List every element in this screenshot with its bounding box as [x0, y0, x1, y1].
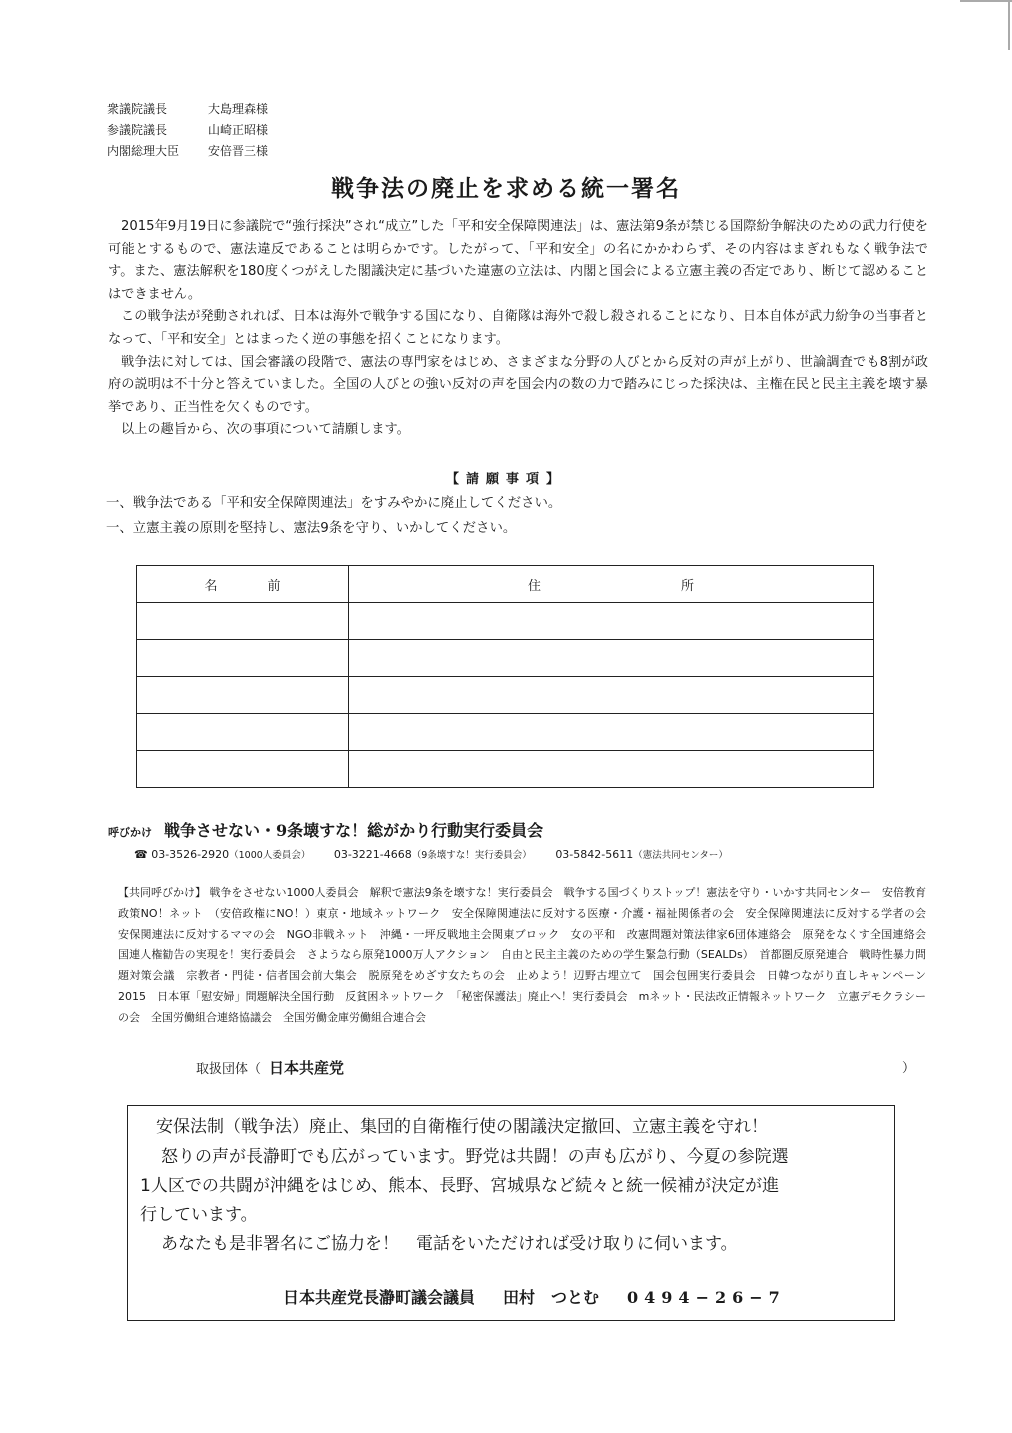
addressee-name: 安倍晋三様	[208, 144, 269, 158]
handler-label: 取扱団体（	[196, 1062, 262, 1077]
joint-callers: 【共同呼びかけ】 戦争をさせない1000人委員会 解釈で憲法9条を壊すな！実行委員会 戦争する国づくりストップ！憲法を守り・いかす共同センター 安倍教育政策NO！ネット （安倍政権にNO！）東京・地域ネットワーク 安全保障関連法に反対する医療・介護・福祉関係者の会 安全保障関連法に反対する学者の会 安保関連法に反対するママの会 NGO非戦ネット 沖縄・一坪反戦地主会関東ブロック 女の平和 改憲問題対策法律家6団体連絡会 原発をなくす全国連絡会 国連人権勧告の実現を！実行委員会 さようなら原発1000万人アクション 自由と民主主義のための学生緊急行動（SEALDs） 首都圏反原発連合 戦時性暴力問題対策会議 宗教者・門徒・信者国会前大集会 脱原発をめざす女たちの会 止めよう！辺野古埋立て 国会包囲実行委員会 日韓つながり直しキャンペーン2015 日本軍「慰安婦」問題解決全国行動 反貧困ネットワーク 「秘密保護法」廃止へ！実行委員会 mネット・民法改正情報ネットワーク 立憲デモクラシーの会 全国労働組合連絡協議会 全国労働金庫労働組合連合会	[118, 886, 937, 1024]
addressee-name: 大島理森様	[208, 102, 269, 116]
notice-line: 行しています。	[140, 1205, 258, 1225]
address-cell[interactable]	[349, 714, 874, 751]
addressee-role: 内閣総理大臣	[107, 144, 180, 158]
name-cell[interactable]	[137, 751, 349, 788]
body-paragraph: 戦争法に対しては、国会審議の段階で、憲法の専門家をはじめ、さまざまな分野の人びとから反対の声が上がり、世論調査でも8割が政府の説明は不十分と答えていました。全国の人びとの強い反対の声を国会内の数の力で踏みにじった採決は、主権在民と民主主義を壊す暴挙であり、正当性を欠くものです。	[108, 354, 928, 415]
addressee-role: 参議院議長	[107, 123, 168, 137]
caller-label: 呼びかけ	[108, 826, 152, 839]
name-cell[interactable]	[137, 640, 349, 677]
table-row	[137, 677, 874, 714]
table-row	[137, 751, 874, 788]
signature-person: 田村 つとむ	[503, 1288, 600, 1307]
phone-note: （9条壊すな！実行委員会）	[411, 850, 532, 861]
addressee-line	[107, 120, 268, 141]
phone-entry	[555, 848, 728, 861]
scan-edge	[1008, 0, 1010, 50]
phone-number: 03-3221-4668	[333, 848, 412, 861]
phone-line	[134, 847, 748, 861]
phone-note: （1000人委員会）	[229, 850, 311, 861]
address-cell[interactable]	[349, 751, 874, 788]
phone-number: 03-5842-5611	[555, 848, 634, 861]
column-header-address: 住所	[349, 566, 874, 603]
request-list	[106, 491, 561, 541]
notice-line: 怒りの声が長瀞町でも広がっています。野党は共闘！の声も広がり、今夏の参院選	[161, 1147, 789, 1167]
table-row	[137, 640, 874, 677]
phone-note: （憲法共同センター）	[633, 850, 728, 861]
page-title: 戦争法の廃止を求める統一署名	[331, 175, 681, 202]
addressee-role: 衆議院議長	[107, 102, 168, 116]
notice-signature	[283, 1285, 786, 1308]
signature-tel: 0494−26−7	[627, 1288, 786, 1307]
table-row	[137, 714, 874, 751]
notice-box	[127, 1105, 895, 1321]
address-cell[interactable]	[349, 603, 874, 640]
phone-entry	[151, 848, 310, 861]
column-header-name: 名前	[137, 566, 349, 603]
petition-body	[108, 216, 928, 442]
address-cell[interactable]	[349, 677, 874, 714]
phone-number: 03-3526-2920	[151, 848, 230, 861]
body-paragraph: この戦争法が発動されれば、日本は海外で戦争する国になり、自衛隊は海外で殺し殺されることになり、日本自体が武力紛争の当事者となって、「平和安全」とはまったく逆の事態を招くことになります。	[108, 309, 928, 347]
signature-title: 日本共産党長瀞町議会議員	[283, 1288, 476, 1307]
notice-line: 1人区での共闘が沖縄をはじめ、熊本、長野、宮城県など続々と統一候補が決定が進	[140, 1176, 780, 1196]
address-cell[interactable]	[349, 640, 874, 677]
caller-org: 戦争させない・9条壊すな！総がかり行動実行委員会	[164, 821, 544, 840]
phone-icon: ☎	[134, 848, 148, 861]
request-title: 【請願事項】	[445, 472, 566, 487]
handler-close: ）	[902, 1061, 916, 1076]
handler-party: 日本共産党	[269, 1059, 345, 1077]
addressee-name: 山崎正昭様	[208, 123, 269, 137]
name-cell[interactable]	[137, 714, 349, 751]
table-header-row	[137, 566, 874, 603]
table-row	[137, 603, 874, 640]
notice-line: 安保法制（戦争法）廃止、集団的自衛権行使の閣議決定撤回、立憲主義を守れ！	[156, 1117, 768, 1137]
signature-table	[136, 565, 874, 788]
name-cell[interactable]	[137, 603, 349, 640]
scan-edge	[960, 0, 1012, 2]
name-cell[interactable]	[137, 677, 349, 714]
caller-line	[108, 818, 543, 841]
request-item: 一、立憲主義の原則を堅持し、憲法9条を守り、いかしてください。	[106, 521, 517, 536]
body-paragraph: 以上の趣旨から、次の事項について請願します。	[121, 422, 410, 438]
request-item: 一、戦争法である「平和安全保障関連法」をすみやかに廃止してください。	[106, 496, 562, 511]
phone-entry	[334, 848, 532, 861]
notice-line: あなたも是非署名にご協力を！ 電話をいただければ受け取りに伺います。	[161, 1234, 738, 1254]
handler-line	[196, 1057, 916, 1078]
addressee-line	[107, 141, 268, 162]
addressee-line	[107, 99, 268, 120]
body-paragraph: 2015年9月19日に参議院で“強行採決”され“成立”した「平和安全保障関連法」は、憲法第9条が禁じる国際紛争解決のための武力行使を可能とするもので、憲法違反であることは明らかです。したがって、「平和安全」の名にかかわらず、その内容はまぎれもなく戦争法です。また、憲法解釈を180度くつがえした閣議決定に基づいた違憲の立法は、内閣と国会による立憲主義の否定であり、断じて認めることはできません。	[108, 219, 928, 302]
